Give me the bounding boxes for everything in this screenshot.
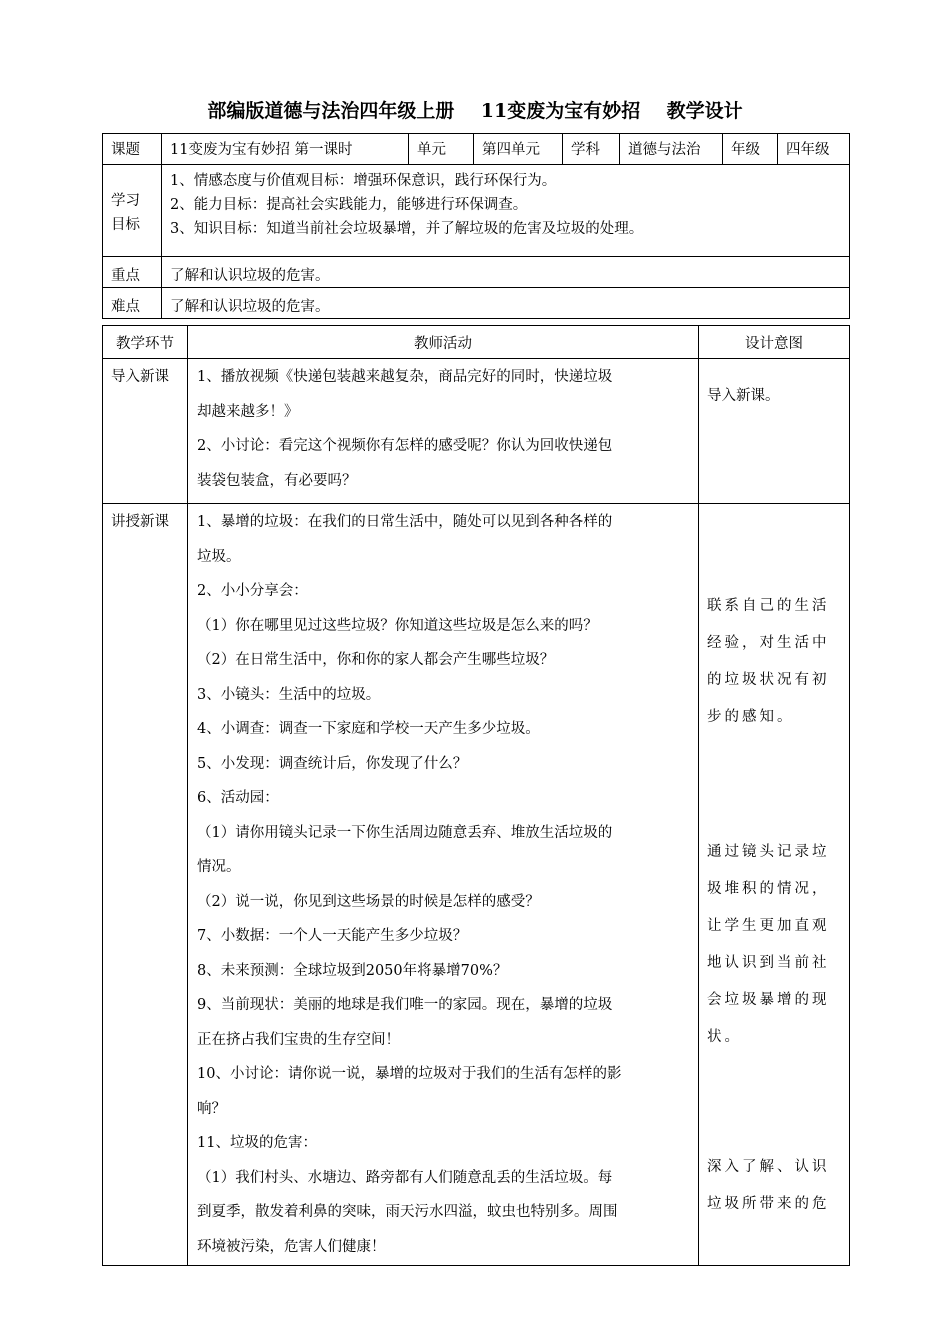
- lecture-stage: 讲授新课: [103, 504, 188, 1266]
- intro-activities: [188, 359, 699, 504]
- activity-line: 到夏季，散发着利鼻的突味，雨天污水四溢，蚊虫也特别多。周围: [197, 1204, 618, 1220]
- goal-item: 2、能力目标：提高社会实践能力，能够进行环保调查。: [170, 197, 528, 213]
- unit-value: 第四单元: [474, 134, 563, 165]
- key-point-label: 重点: [103, 257, 162, 288]
- goals-content: [162, 165, 850, 257]
- activity-line: 11、垃圾的危害：: [197, 1135, 317, 1151]
- key-point-value: 了解和认识垃圾的危害。: [162, 257, 850, 288]
- activity-line: 1、播放视频《快递包装越来越复杂，商品完好的同时，快递垃圾: [197, 369, 613, 385]
- activity-line: 环境被污染，危害人们健康！: [197, 1238, 386, 1255]
- intro-stage: 导入新课: [103, 359, 188, 504]
- grade-label: 年级: [723, 134, 778, 165]
- teaching-process-table: [102, 325, 850, 1266]
- intent-column-header: 设计意图: [699, 326, 850, 359]
- intro-intent: 导入新课。: [699, 359, 850, 504]
- subject-value: 道德与法治: [620, 134, 723, 165]
- activity-line: 7、小数据：一个人一天能产生多少垃圾？: [197, 928, 468, 944]
- topic-value: 11变废为宝有妙招 第一课时: [162, 134, 409, 165]
- goal-item: 3、知识目标：知道当前社会垃圾暴增，并了解垃圾的危害及垃圾的处理。: [170, 221, 644, 237]
- activity-line: 1、暴增的垃圾：在我们的日常生活中，随处可以见到各种各样的: [197, 514, 613, 530]
- activity-line: 垃圾。: [197, 548, 241, 565]
- grade-value: 四年级: [778, 134, 850, 165]
- intent-block-perception: 联系自己的生活 经验，对生活中 的垃圾状况有初 步的感知。: [707, 598, 830, 725]
- activity-line: 2、小讨论：看完这个视频你有怎样的感受呢？你认为回收快递包: [197, 438, 613, 454]
- topic-label: 课题: [103, 134, 162, 165]
- activity-line: 装袋包装盒，有必要吗？: [197, 472, 357, 489]
- unit-label: 单元: [409, 134, 474, 165]
- activity-line: 却越来越多！》: [197, 403, 299, 420]
- activity-line: （1）请你用镜头记录一下你生活周边随意丢弃、堆放生活垃圾的: [197, 824, 613, 841]
- document-title: 部编版道德与法治四年级上册 11变废为宝有妙招 教学设计: [207, 100, 743, 122]
- teacher-column-header: 教师活动: [188, 326, 699, 359]
- activity-line: 10、小讨论：请你说一说，暴增的垃圾对于我们的生活有怎样的影: [197, 1066, 622, 1082]
- activity-line: 8、未来预测：全球垃圾到2050年将暴增70%？: [197, 962, 508, 979]
- activity-line: 4、小调查：调查一下家庭和学校一天产生多少垃圾。: [197, 721, 540, 737]
- difficulty-label: 难点: [103, 288, 162, 319]
- activity-line: 情况。: [197, 859, 241, 875]
- intent-block-recording: 通过镜头记录垃 圾堆积的情况， 让学生更加直观 地认识到当前社 会垃圾暴增的现 状。: [707, 844, 830, 1045]
- activity-line: 响？: [197, 1100, 226, 1117]
- lecture-activities: [188, 504, 699, 1266]
- lesson-info-table: [102, 133, 850, 319]
- activity-line: 6、活动园：: [197, 790, 279, 806]
- difficulty-value: 了解和认识垃圾的危害。: [162, 288, 850, 319]
- activity-line: （1）我们村头、水塘边、路旁都有人们随意乱丢的生活垃圾。每: [197, 1169, 613, 1186]
- activity-line: 2、小小分享会：: [197, 583, 308, 599]
- activity-line: （2）在日常生活中，你和你的家人都会产生哪些垃圾？: [197, 652, 555, 668]
- lecture-intent: [699, 504, 850, 1266]
- activity-line: 5、小发现：调查统计后，你发现了什么？: [197, 755, 468, 772]
- activity-line: （1）你在哪里见过这些垃圾？你知道这些垃圾是怎么来的吗？: [197, 617, 598, 634]
- activity-line: （2）说一说，你见到这些场景的时候是怎样的感受？: [197, 893, 540, 910]
- stage-column-header: 教学环节: [103, 326, 188, 359]
- activity-line: 正在挤占我们宝贵的生存空间！: [197, 1031, 400, 1048]
- goals-label: 学习 目标: [103, 165, 162, 257]
- activity-line: 9、当前现状：美丽的地球是我们唯一的家园。现在，暴增的垃圾: [197, 997, 613, 1013]
- activity-line: 3、小镜头：生活中的垃圾。: [197, 686, 381, 703]
- subject-label: 学科: [563, 134, 620, 165]
- goal-item: 1、情感态度与价值观目标：增强环保意识，践行环保行为。: [170, 173, 557, 189]
- intent-block-harm: 深入了解、认识 垃圾所带来的危: [707, 1159, 830, 1212]
